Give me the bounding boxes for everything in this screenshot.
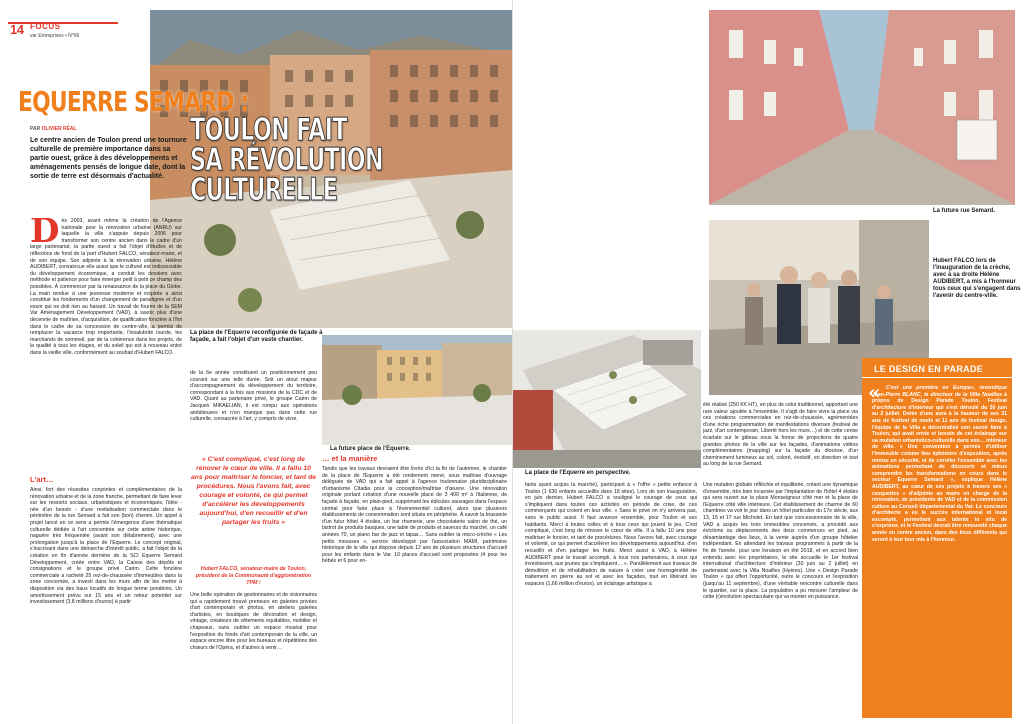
right-column-1: été réalisé (250 K€ HT), en plus de celui traditionnel, apportant une rare valeur ajoutée à l'ensemble. Il s'agit de faire vivre la place via ces créations commerciales en rez-de-chaussée, agrémentées d'une riche programmation de manifestations diverses (festival de jazz, d'art contemporain, Liberté hors les murs…) et de cette cerise écarlate sur le gâteau sous la forme de projections de quatre grandes photos de la ville sur les façades, d'animations vidéos complémentaires (mapping) sur la façade du diocèse, d'un cheminement lumineux au sol, coloré, évolutif, en direction et tout au long de la rue Semard. [703,402,858,468]
article-column-1b: Ainsi, fort des réussites conjointes et complémentaires de la rénovation urbaine et de la zone franche, permettant de faire lever sur les ressorts sociaux, urbanistiques et économiques, l'idée - née d'un besoin - d'une revitalisation commerciale dans le périmètre de la rue Semard a fait son (bon) chemin. Un appel à projet lancé en ce sens a permis l'émergence d'une thématique culturelle dédiée à l'art concentrée sur cette artère historique, naguère très fréquentée (avant son délabrement), avec une prolongation jusqu'à la place de l'Equerre. Le concept original, s'inscrivant dans une démarche d'intérêt public, a fait l'objet de la création en fin d'année dernière de la SCI Equerre Semard Développement, créée entre VAD, la Caisse des dépôts et consignations et le groupe privé Carim. Cette foncière commerciale a racheté 25 rez-de-chaussée d'immeubles dans la zone concernée, a investi dans les murs afin de les mettre à disposition via des baux locatifs de longue terme pondérés. Un amortissement prévu sur 15 ans et un retour potentiel sur investissement (3,8 millions d'euros) à partir [30,487,182,606]
sidebar-design-parade [862,358,1012,718]
photo-future-place [322,335,512,445]
sidebar-title: LE DESIGN EN PARADE [874,364,984,374]
headline-secondary-line: SA RÉVOLUTION [190,142,383,178]
left-column-4: fants ayant acquis la marche), participant à « l'offre » petite enfance à Toulon (1 630 enfants accueillis dans 18 sites). Lors de son inauguration, en juin dernier, Hubert FALCO a souligné le courage de ceux qui s'impliquent dans toutes ces activités en période de crise, de ces commerçants qui croient en leur ville. « Sans le privé on n'y arrivera pas, sans le public aussi. Il faut avancer ensemble, pour Toulon et ses habitants. Merci à toutes celles et à tous ceux qui jouent le jeu. C'est compliqué, c'est long de rénover le cœur de ville. Il a fallu 10 ans pour maîtriser le foncier, et tant de procédures. Nous l'avons fait, avec courage et volonté, ce qui permet d'accélérer les développements aujourd'hui, d'en recueillir et d'en partager les fruits. Merci aussi à VAD, à Hélène AUDIBERT pour le travail accompli, à tous nos partenaires, à ceux qui investissent, aux jeunes qui s'impliquent… ». Parallèlement aux travaux de démolition et de réhabilitation de nature à créer une homogénéité de traitement en pierre au sol et avec les façades, tout en libérant les espaces (1,66 million d'euros), un éclairage artistique a [525,482,697,587]
drop-cap: D [30,218,60,251]
byline-prefix: PAR [30,126,41,132]
caption-future-place: La future place de l'Equerre. [330,446,411,452]
subhead-art: L'art… [30,475,54,484]
sidebar-lead: C'est une première en Europe», revendique Jean-Pierre BLANC, le directeur de la Villa Noailles [872,385,1007,398]
photo-perspective-render [513,330,701,468]
caption-inauguration: Hubert FALCO lors de l'inauguration de la crèche, avec à sa droite Hélène AUDIBERT, a mis à l'honneur tous ceux qui s'engagent dans l'avenir du centre-ville. [933,258,1021,299]
sidebar-text: à propos de Design Parade Toulon, Festival d'architecture d'intérieur qui s'est déroulé du 30 juin au 2 juillet. Dotée d'une aura à la hauteur de ses 31 ans de festival de mode et 11 ans de festival design, l'équipe de la Villa a décentralisé son savoir faire à Toulon, qui avait envie et besoin de cet éclairage sur sa mutation urbanistico-culturelle dans son… intérieur de ville. « Une convention a permis d'utiliser l'immeuble comme lieu éphémère d'exposition, après remise en sécurité, et de corréler l'ensemble avec les animations permettant de découvrir et mieux comprendre les transformations en cours dans le secteur Equerre Semard », explique Hélène AUDIBERT, au cœur de ces projets à travers ses « casquettes » d'adjointe au maire en charge de la rénovation, de présidente de VAD et de la commission culture au Conseil départemental du Var. Le concours d'architecte a eu le succès international et local escompté, permettant aux talents in situ de s'exprimer, et le Festival devrait être renouvelé chaque année en centre ancien, dans des lieux différents qui seront à leur tour mis à l'honneur. [872,391,1007,543]
section-label: FOCUS [30,22,61,31]
headline-secondary-line: TOULON FAIT [190,112,347,148]
caption-main-photo: La place de l'Equerre reconfigurée de façade à façade, a fait l'objet d'un vaste chantier. [190,330,323,343]
pull-quote: « C'est compliqué, c'est long de rénover le cœur de ville. Il a fallu 10 ans pour maîtriser le foncier, et tant de procédures. Nous l'avons fait, avec courage et volonté, ce qui permet d'accélérer les développements aujourd'hui, d'en recueillir et d'en partager les fruits » [190,456,317,526]
headline-secondary-line: CULTURELLE [190,172,338,208]
caption-perspective: La place de l'Equerre en perspective. [525,470,631,476]
photo-rue-semard [709,10,1015,205]
folio-number: 14 [10,22,24,37]
sidebar-rule [862,377,1012,378]
article-column-3: Tandis que les travaux devraient être livrés d'ici la fin de l'automne, le chantier de la place de l'Equerre a été rondement mené, sous maîtrise d'ouvrage déléguée de VAD qui a fait appel à l'agence toulonnaise pluridisciplinaire d'urbanisme Citadia pour la conception/maîtrise d'œuvre. Une rénovation originale portant création d'une nouvelle place de 3 400 m² à l'italienne, de façade à façade, en plain-pied, supprimant les édicules sauvages dans l'espace central pour faire place à l'événementiel culturel, alors que plusieurs établissements de consommation sont situés en périphérie. À savoir la brasserie d'un futur hôtel 4 étoiles, un bar rhumerie, une chocolaterie salon de thé, un bistrot de produits basques, une table de produits et saveurs du marché, un café années 70, un piano bar de jazz et tapas… Sans oublier la micro-crèche « Les petits mousses », service développé par l'association MAMI, patrimoine historique de la ville qui dispose depuis 12 ans de plusieurs structures d'accueil pour les enfants dans le Var. 10 places d'accueil sont proposées (4 pour les bébés et 6 pour en- [322,466,507,565]
headline-secondary [190,112,383,208]
subhead-manner: … et la manière [322,454,378,463]
caption-rue-semard: La future rue Semard. [933,208,996,214]
article-column-2b: Une belle opération de gestionnaires et de visionnaires qui a rapidement trouvé preneurs en galeries privées d'art contemporain et photos, en ateliers galeries d'artistes, en boutiques de décoration et design, vintage, créateurs de vêtements équitables, mobilier et chapeaux, sans oublier un espace muséal pour l'exposition du fonds d'art contemporain de la ville, un espace encore libre pour les bureaux et répétitions des chœurs de l'Opéra, et d'autres à venir… [190,592,317,651]
pull-quote-attribution: Hubert FALCO, sénateur-maire de Toulon, président de la Communauté d'agglomération TPM ! [195,566,312,586]
right-column-1b: Une mutation globale réfléchie et équilibrée, créant une dynamique d'ensemble, très bien incarnée par l'implantation de l'hôtel 4 étoiles qui sera ouvert sur la place Monseigneur côté mer et la place de l'Equerre côté ville intérieure. Cet établissement de charme de 60 chambres va voir le jour dans un hôtel particulier du 17e siècle, aux 13, 15 et 17 rue Micholet. En tant que concessionnaire de la ville, VAD a acquis les trois immeubles concernés, a procédé aux évictions ou déplacements des deux commerces en pied, au désamiantage des lieux, à la vente auprès d'un groupe hôtelier indépendant. En attendant les travaux programmés à partir de la fin de l'année, pour une livraison en été 2018, et en accord bien entendu avec les propriétaires, le site accueille le 1er festival international d'architecture d'intérieur (30 juin au 2 juillet) en partenariat avec la Villa Noailles (Hyères). Une « Design Parade Toulon » qui offert l'opportunité, outre le concours et l'exposition (jusqu'au 11 septembre), d'une véritable rencontre culturelle dans le quartier, sur la place. La population a pu mesurer l'ampleur de cette (r)évolution spectaculaire qui va monter en puissance. [703,482,858,601]
sidebar-quote-mark: « [868,380,881,404]
column-1-text: ès 2003, avant même la création de l'Agence nationale pour la rénovation urbaine (ANRU) sur laquelle la ville s'appuie depuis 2006 pour transformer son centre ancien dans le cadre d'un large partenariat, la partie ouest a fait l'objet d'études et de réflexions de fond de la part d'Hubert FALCO, sénateur-maire, et de son équipe. Son adjointe à la rénovation urbaine, Hélène AUDIBERT, convaincue elle aussi que le culturel est indissociable du développement économique, a conduit les dossiers avec méthode et patience pour faire émerger petit à petit ce champ des possibles. À commencer par la renaissance de la place du Globe. La main tendue à une jeunesse moderne et inspirée a ainsi constitué les fondements d'un changement de paradigme et d'un essor qui ne doit rien au hasard. Un travail de fourmi de la SEM Var Aménagement Développement (VAD), à savoir plus d'une décennie de maîtrise, d'acquisition, de qualification foncière à l'îlot dans le cadre de sa concession de centre-ville, a permis de remplacer la vacance trop importante, l'insalubrité lourde, les marchands de sommeil, par de la cohérence dans les projets, de la qualité à tous les étages, et du soleil qui est à nouveau entré dans la vieille ville, conformément au souhait d'Hubert FALCO. [30,218,182,356]
article-intro: Le centre ancien de Toulon prend une tournure culturelle de première importance dans sa partie ouest, grâce à des développements et aménagements pensés de longue date, dont la sortie de terre est désormais d'actualité. [30,137,187,180]
sidebar-body [872,385,1007,543]
section-sub: var Entreprises • N°66 [30,33,80,39]
byline [30,126,77,132]
article-column-2: de la 6e année constituent un positionnement peu courant sur une telle durée. Soit un atout majeur d'accompagnement du développement du territoire, correspondant à la fois aux missions de la CDC et de VAD. Quant au partenaire privé, le groupe Carim de Jacques MIKAELIAN, il est rompu aux opérations ambitieuses et n'en manque pas dans cette rue culturelle, consacrée à l'art, y compris de vivre. [190,370,317,423]
article-column-1 [30,218,182,470]
headline-primary: EQUERRE SEMARD : [18,85,249,118]
byline-author: OLIVIER RÉAL [41,126,77,132]
